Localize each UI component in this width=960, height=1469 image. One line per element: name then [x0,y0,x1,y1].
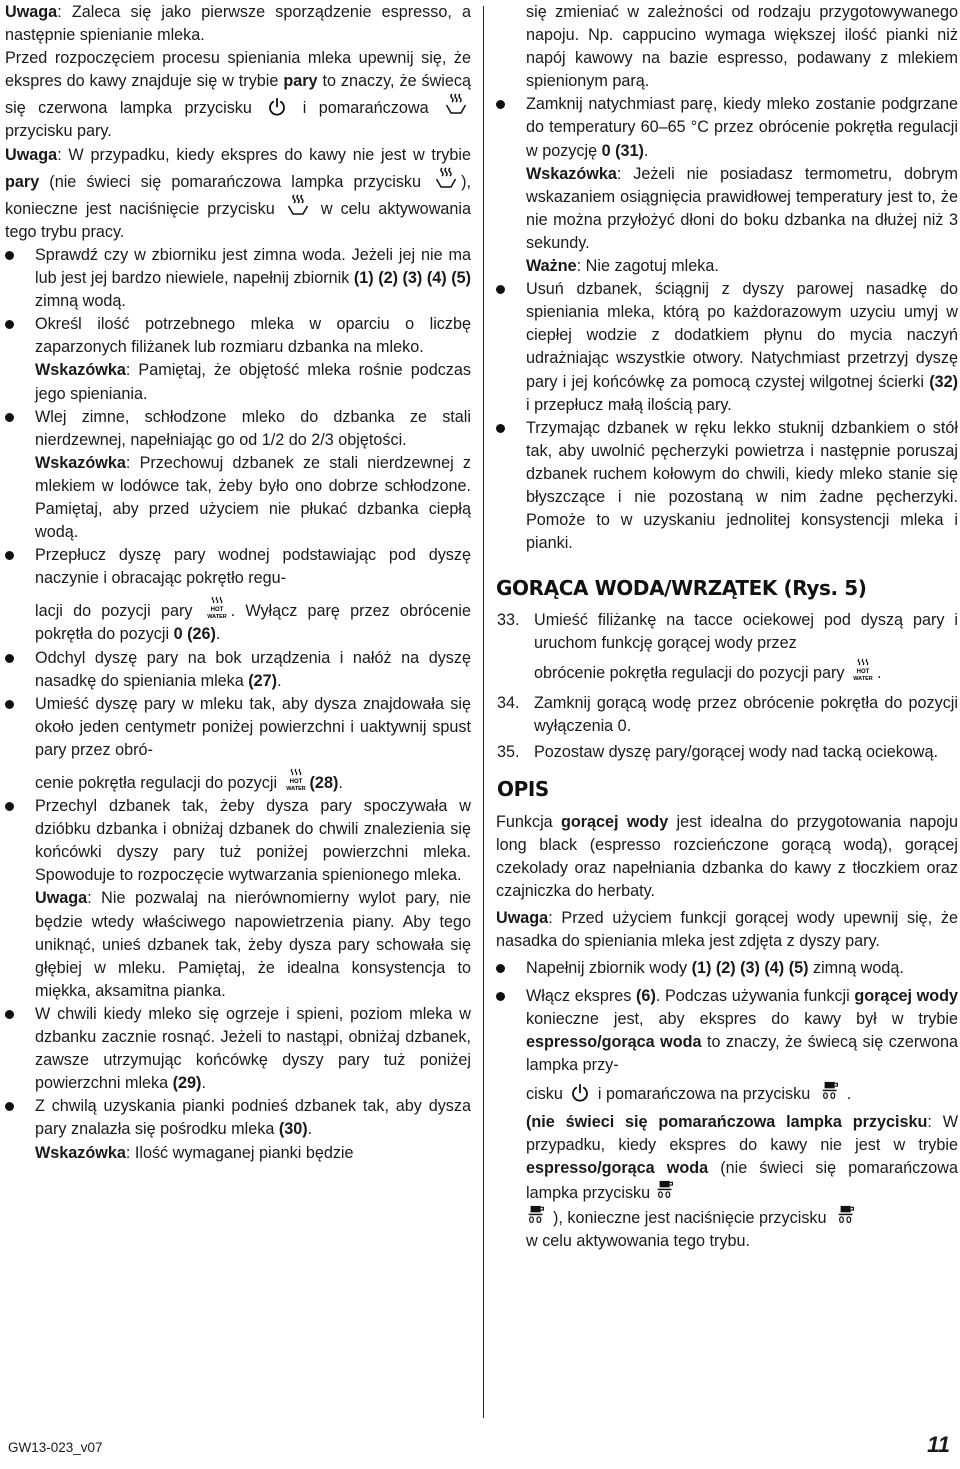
svg-text:HOT: HOT [856,668,870,675]
bullet-icon [5,251,14,260]
right-column [496,0,958,1254]
power-icon [267,97,287,117]
list-item: Umieść dyszę pary w mleku tak, aby dysza znajdowała się około jeden centymetr poniżej powierzchni i uaktywnij spust pary przez obró- [5,693,471,762]
note-text: (nie świeci się pomarańczowa lampka przycisku: W przypadku, kiedy ekspres do kawy nie jest w trybie espresso/gorąca woda (nie świeci się pomarańczowa lampka przycisku ), konieczne jest naciśnięcie przycisku w celu aktywowania tego trybu. [526,1112,958,1251]
note-text: Uwaga: Nie pozwalaj na nierównomierny wylot pary, nie będzie wtedy właściwego napowietrzenia piany. Aby tego uniknąć, unieś dzbanek tak, żeby dysza pary schowała się głębiej w mleku. Pamiętaj, że idealna konsystencja to miękka, aksamitna pianka. [35,889,471,1000]
list-item: Sprawdź czy w zbiorniku jest zimna woda. Jeżeli jej nie ma lub jest jej bardzo niewiele, napełnij zbiornik (1) (2) (3) (4) (5) zimną wodą. [5,244,471,313]
tip-text: Wskazówka: Jeżeli nie posiadasz termometru, dobrym wskazaniem osiągnięcia prawidłowej temperatury jest to, że nie można przyłożyć dłoni do boku dzbanka na dłużej niż 3 sekundy. [526,164,958,252]
list-item-continuation: lacji do pozycji pary HOT WATER . Wyłącz parę przez obrócenie pokrętła do pozycji 0 (26). [5,596,471,646]
cup-icon [524,1205,550,1227]
list-item: Przechyl dzbanek tak, żeby dysza pary spoczywała w dzióbku dzbanka i obniżaj dzbanek do chwili znalezienia się końcówki dyszy pary tuż poniżej powierzchni mleka. Spowoduje to rozpoczęcie wytwarzania spienionego mleka. [5,795,471,887]
bullet-icon [496,424,505,433]
hot-water-icon [206,596,228,620]
svg-text:HOT: HOT [289,779,302,785]
list-item: Określ ilość potrzebnego mleka w oparciu o liczbę zaparzonych filiżanek lub rozmiaru dzbanka na mleko. [5,313,471,359]
paragraph-continuation: się zmieniać w zależności od rodzaju przygotowywanego napoju. Np. cappucino wymaga większej ilość pianki niż napój kawowy na bazie espresso, podawany z mlekiem spienionym parą. [526,3,958,91]
hot-water-icon [285,768,307,792]
tip-text: Wskazówka: Pamiętaj, że objętość mleka rośnie podczas jego spieniania. [35,361,471,403]
tip-text: Wskazówka: Ilość wymaganej pianki będzie [35,1143,354,1162]
document-code: GW13-023_v07 [8,1440,103,1455]
steam-icon [444,93,468,117]
svg-text:WATER: WATER [285,786,306,792]
paragraph-steam-note: Uwaga: W przypadku, kiedy ekspres do kawy nie jest w trybie pary (nie świeci się pomarańczowa lampka przycisku ), konieczne jest naciśnięcie przycisku w celu aktywowania tego trybu pracy. [5,145,471,241]
svg-text:HOT: HOT [210,607,223,614]
bullet-icon [496,100,505,109]
bullet-icon [5,413,14,422]
bullet-icon [5,700,14,709]
list-item: Odchyl dyszę pary na bok urządzenia i nałóż na dyszę nasadkę do spieniania mleka (27). [5,647,471,693]
paragraph-steam-mode: Przed rozpoczęciem procesu spieniania mleka upewnij się, że ekspres do kawy znajduje się w trybie pary to znaczy, że świecą się czerwona lampka przycisku i pomarańczowa przycisku pary. [5,49,471,141]
bullet-icon [5,1010,14,1019]
paragraph-note-order: Uwaga: Zaleca się jako pierwsze sporządzenie espresso, a następnie spienianie mleka. [5,3,471,45]
paragraph-description: Funkcja gorącej wody jest idealna do przygotowania napoju long black (espresso rozcieńczone gorącą wodą), gorącej czekolady oraz napełniania dzbanka do kawy z tłoczkiem oraz czajniczka do herbaty. [496,812,958,901]
cup-icon [653,1180,679,1202]
column-divider [483,6,484,1418]
section-heading-hot-water: GORĄCA WODA/WRZĄTEK (Rys. 5) [496,576,867,601]
bullet-icon [5,654,14,663]
bullet-icon [5,1102,14,1111]
page-number: 11 [927,1432,950,1457]
svg-text:WATER: WATER [853,675,873,682]
important-text: Ważne: Nie zagotuj mleka. [526,257,719,276]
list-item: W chwili kiedy mleko się ogrzeje i spieni, poziom mleka w dzbanku zacznie rosnąć. Jeżeli to nastąpi, obniżaj dzbanek, zawsze utrzymując końcówkę dyszy pary tuż poniżej powierzchni mleka (29). [5,1003,471,1095]
list-item: Z chwilą uzyskania pianki podnieś dzbanek tak, aby dysza pary znalazła się pośrodku mleka (30). [5,1095,471,1141]
bullet-icon [5,320,14,329]
list-item: Napełnij zbiornik wody (1) (2) (3) (4) (5) zimną wodą. [496,957,958,980]
step-34: 34. Zamknij gorącą wodę przez obrócenie pokrętła do pozycji wyłączenia 0. [497,693,958,735]
paragraph-note: Uwaga: Przed użyciem funkcji gorącej wody upewnij się, że nasadka do spieniania mleka jest zdjęta z dyszy pary. [496,909,958,951]
list-item: Wlej zimne, schłodzone mleko do dzbanka ze stali nierdzewnej, napełniając go od 1/2 do 2/3 objętości. [5,406,471,452]
bullet-icon [496,992,505,1001]
bullet-icon [496,964,505,973]
bullet-icon [496,285,505,294]
step-33: 33. Umieść filiżankę na tacce ociekowej pod dyszą pary i uruchom funkcję gorącej wody przez obrócenie pokrętła regulacji do pozycji pary HOT WATER . [497,611,958,682]
list-item: Trzymając dzbanek w ręku lekko stuknij dzbankiem o stół tak, aby uwolnić pęcherzyki powietrza i następnie poruszaj dzbanek ruchem kołowym do chwili, kiedy mleko stanie się błyszczące i nie pozostaną w nim żadne pęcherzyki. Pomoże to w uzyskaniu jednolitej konsystencji mleka i pianki. [496,417,958,556]
list-item: Przepłucz dyszę pary wodnej podstawiając pod dyszę naczynie i obracając pokrętło regu- [5,544,471,590]
hot-water-icon [852,658,874,682]
cup-icon [818,1081,844,1103]
steam-icon [434,167,458,191]
left-column [5,0,471,1165]
section-heading-description: OPIS [497,776,549,801]
list-item: Zamknij natychmiast parę, kiedy mleko zostanie podgrzane do temperatury 60–65 °C przez obrócenie pokrętła regulacji w pozycję 0 (31). [496,93,958,162]
step-35: 35. Pozostaw dyszę pary/gorącej wody nad tacką ociekową. [497,742,938,761]
svg-text:WATER: WATER [206,614,227,621]
list-item-continuation: cenie pokrętła regulacji do pozycji HOT WATER (28). [5,768,471,795]
bullet-icon [5,551,14,560]
steam-icon [286,194,310,218]
list-item: Włącz ekspres (6). Podczas używania funkcji gorącej wody konieczne jest, aby ekspres do kawy był w trybie espresso/gorąca woda to znaczy, że świecą się czerwona lampka przy- cisku i pomarańczowa na przycisku . [496,985,958,1111]
list-item: Usuń dzbanek, ściągnij z dyszy parowej nasadkę do spieniania mleka, którą po każdorazowym uzyciu umyj w ciepłej wodzie z dodatkiem płynu do mycia naczyń udrażniając wszystkie otwory. Natychmiast przetrzyj dyszę pary i jej końcówkę za pomocą czystej wilgotnej ścierki (32) i przepłucz małą ilością pary. [496,278,958,417]
cup-icon [834,1205,860,1227]
tip-text: Wskazówka: Przechowuj dzbanek ze stali nierdzewnej z mlekiem w lodówce tak, żeby było ono dobrze schłodzone. Pamiętaj, aby przed użyciem nie płukać dzbanka ciepłą wodą. [35,453,471,542]
bullet-icon [5,802,14,811]
power-icon [570,1083,590,1103]
